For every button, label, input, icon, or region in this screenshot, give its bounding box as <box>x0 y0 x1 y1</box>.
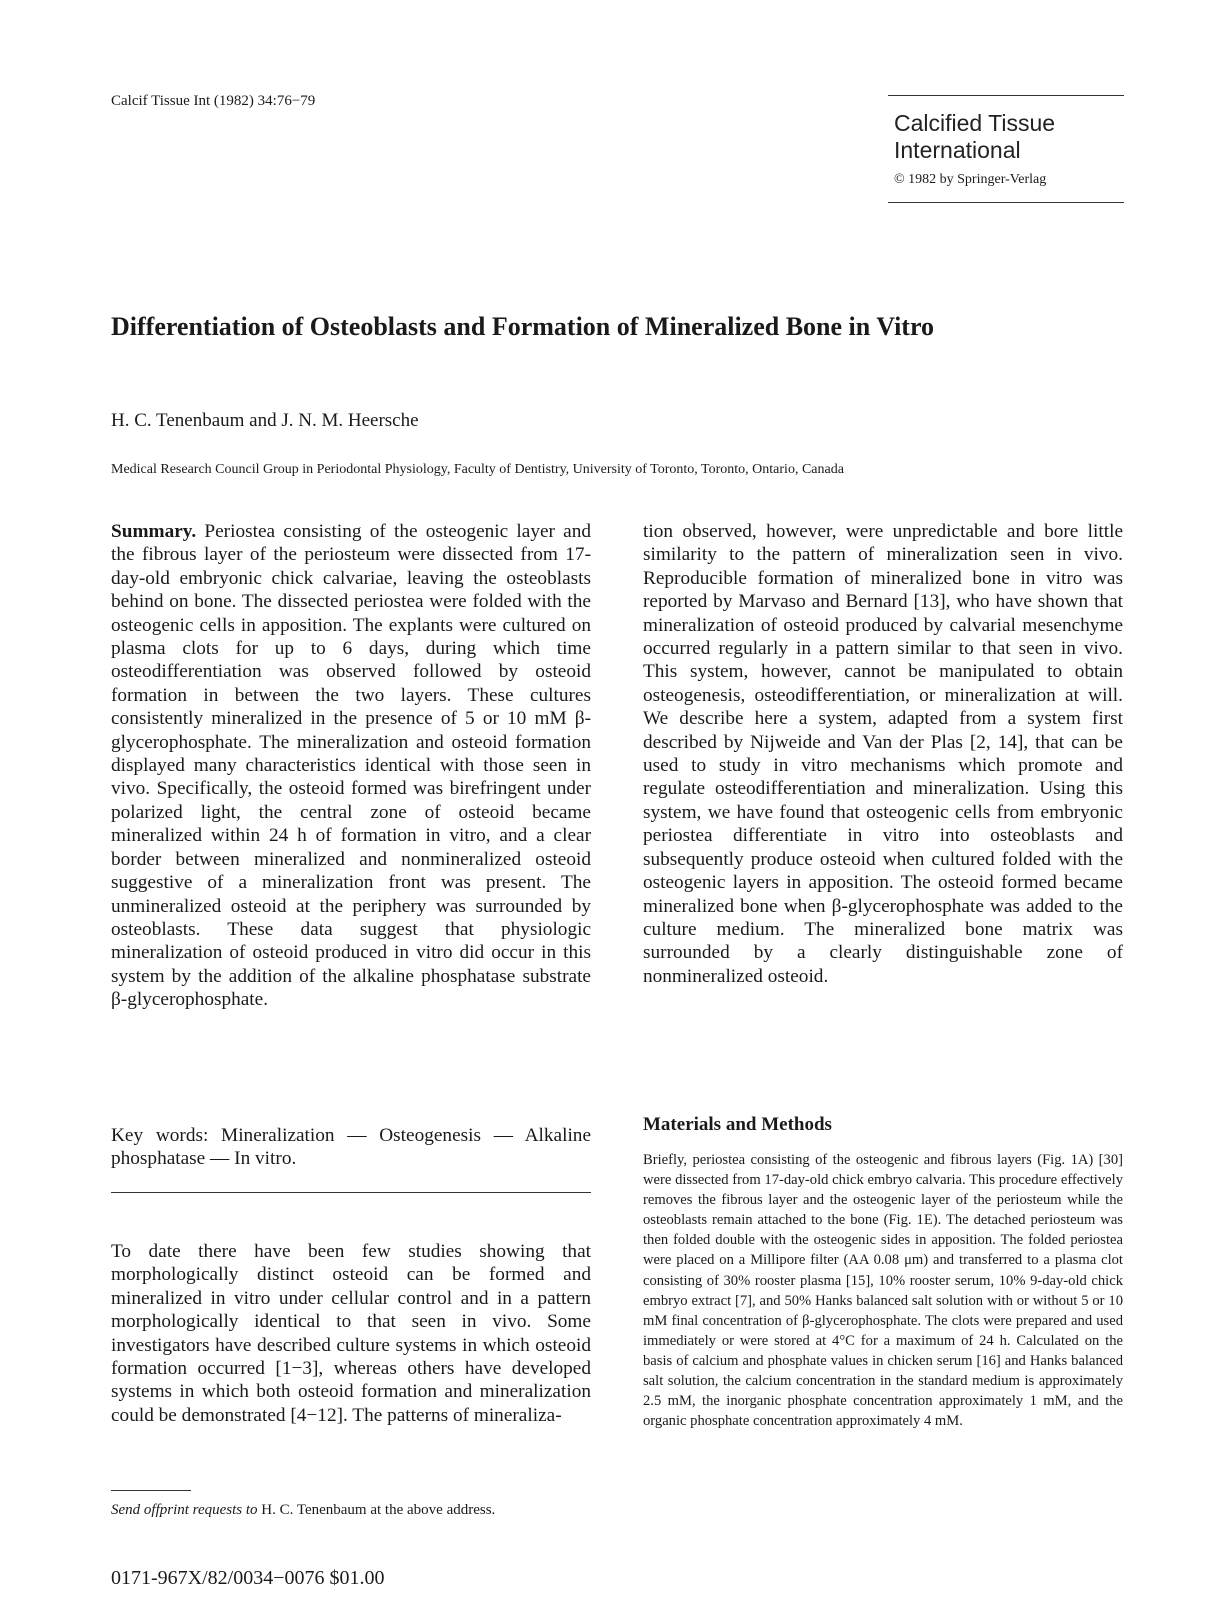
introduction-continued-paragraph: tion observed, however, were unpredictable and bore little similarity to the pattern of mineralization seen in vivo. Reproducible formation of mineralized bone in vitro was reported by Marvaso and Bernard [13], who have shown that mineralization of osteoid produced by calvarial mesenchyme occurred regularly in a pattern similar to that seen in vivo. This system, however, cannot be manipulated to obtain osteogenesis, osteodifferentiation, or mineralization at will. We describe here a system, adapted from a system first described by Nijweide and Van der Plas [2, 14], that can be used to study in vitro mechanisms which promote and regulate osteodifferentiation and mineralization. Using this system, we have found that osteogenic cells from embryonic periostea differentiate in vitro into osteoblasts and subsequently produce osteoid when cultured folded with the osteogenic layers in apposition. The osteoid formed became mineralized bone when β-glycerophosphate was added to the culture medium. The mineralized bone matrix was surrounded by a clearly distinguishable zone of nonmineralized osteoid. <box>643 521 1123 987</box>
issn-code: 0171-967X/82/0034−0076 $01.00 <box>111 1567 385 1589</box>
article-authors: H. C. Tenenbaum and J. N. M. Heersche <box>111 410 419 431</box>
author-affiliation: Medical Research Council Group in Periodontal Physiology, Faculty of Dentistry, University of Toronto, Toronto, Ontario, Canada <box>111 462 844 477</box>
footnote-divider <box>111 1490 191 1491</box>
methods-heading: Materials and Methods <box>643 1114 832 1135</box>
journal-name-line1: Calcified Tissue <box>894 110 1056 136</box>
keywords-text: Mineralization — Osteogenesis — Alkaline phosphatase — In vitro. <box>111 1125 592 1170</box>
introduction-paragraph: To date there have been few studies showing that morphologically distinct osteoid can be formed and mineralized in vitro under cellular control and in a pattern morphologically identical to that seen in vivo. Some investigators have described culture systems in which osteoid formation occurred [1−3], whereas others have developed systems in which both osteoid formation and mineralization could be demonstrated [4−12]. The patterns of mineraliza- <box>111 1241 591 1426</box>
journal-brand-box <box>888 95 1124 203</box>
journal-citation: Calcif Tissue Int (1982) 34:76−79 <box>111 93 316 109</box>
keywords-label: Key words: <box>111 1125 209 1146</box>
summary-paragraph <box>111 520 591 1012</box>
copyright-notice: © 1982 by Springer-Verlag <box>894 172 1047 187</box>
journal-name-line2: International <box>894 137 1021 163</box>
article-title: Differentiation of Osteoblasts and Formation of Mineralized Bone in Vitro <box>111 312 935 341</box>
offprint-footnote <box>111 1502 495 1519</box>
section-divider <box>111 1192 591 1193</box>
footnote-text: H. C. Tenenbaum at the above address. <box>261 1502 496 1518</box>
summary-label: Summary. <box>111 521 197 542</box>
methods-paragraph: Briefly, periostea consisting of the osteogenic and fibrous layers (Fig. 1A) [30] were dissected from 17-day-old chick embryo calvaria. This procedure effectively removes the fibrous layer and the osteogenic layer of the periosteum while the osteoblasts remain attached to the bone (Fig. 1E). The detached periosteum was then folded double with the osteogenic sides in apposition. The folded periostea were placed on a Millipore filter (AA 0.08 μm) and transferred to a plasma clot consisting of 30% rooster plasma [15], 10% rooster serum, 10% 9-day-old chick embryo extract [7], and 50% Hanks balanced salt solution with or without 5 or 10 mM final concentration of β-glycerophosphate. The clots were prepared and used immediately or were stored at 4°C for a maximum of 24 h. Calculated on the basis of calcium and phosphate values in chicken serum [16] and Hanks balanced salt solution, the calcium concentration in the standard medium is approximately 2.5 mM, the inorganic phosphate concentration approximately 1 mM, and the organic phosphate concentration approximately 4 mM. <box>643 1152 1123 1430</box>
summary-text: Periostea consisting of the osteogenic layer and the fibrous layer of the periosteum were dissected from 17-day-old embryonic chick calvariae, leaving the osteoblasts behind on bone. The dissected periostea were folded with the osteogenic cells in apposition. The explants were cultured on plasma clots for up to 6 days, during which time osteodifferentiation was observed followed by osteoid formation in between the two layers. These cultures consistently mineralized in the presence of 5 or 10 mM β-glycerophosphate. The mineralization and osteoid formation displayed many characteristics identical with those seen in vivo. Specifically, the osteoid formed was birefringent under polarized light, the central zone of osteoid became mineralized within 24 h of formation in vitro, and a clear border between mineralized and nonmineralized osteoid suggestive of a mineralization front was present. The unmineralized osteoid at the periphery was surrounded by osteoblasts. These data suggest that physiologic mineralization of osteoid produced in vitro did occur in this system by the addition of the alkaline phosphatase substrate β-glycerophosphate. <box>111 521 591 1011</box>
keywords-paragraph <box>111 1124 591 1171</box>
footnote-italic: Send offprint requests to <box>111 1502 258 1518</box>
